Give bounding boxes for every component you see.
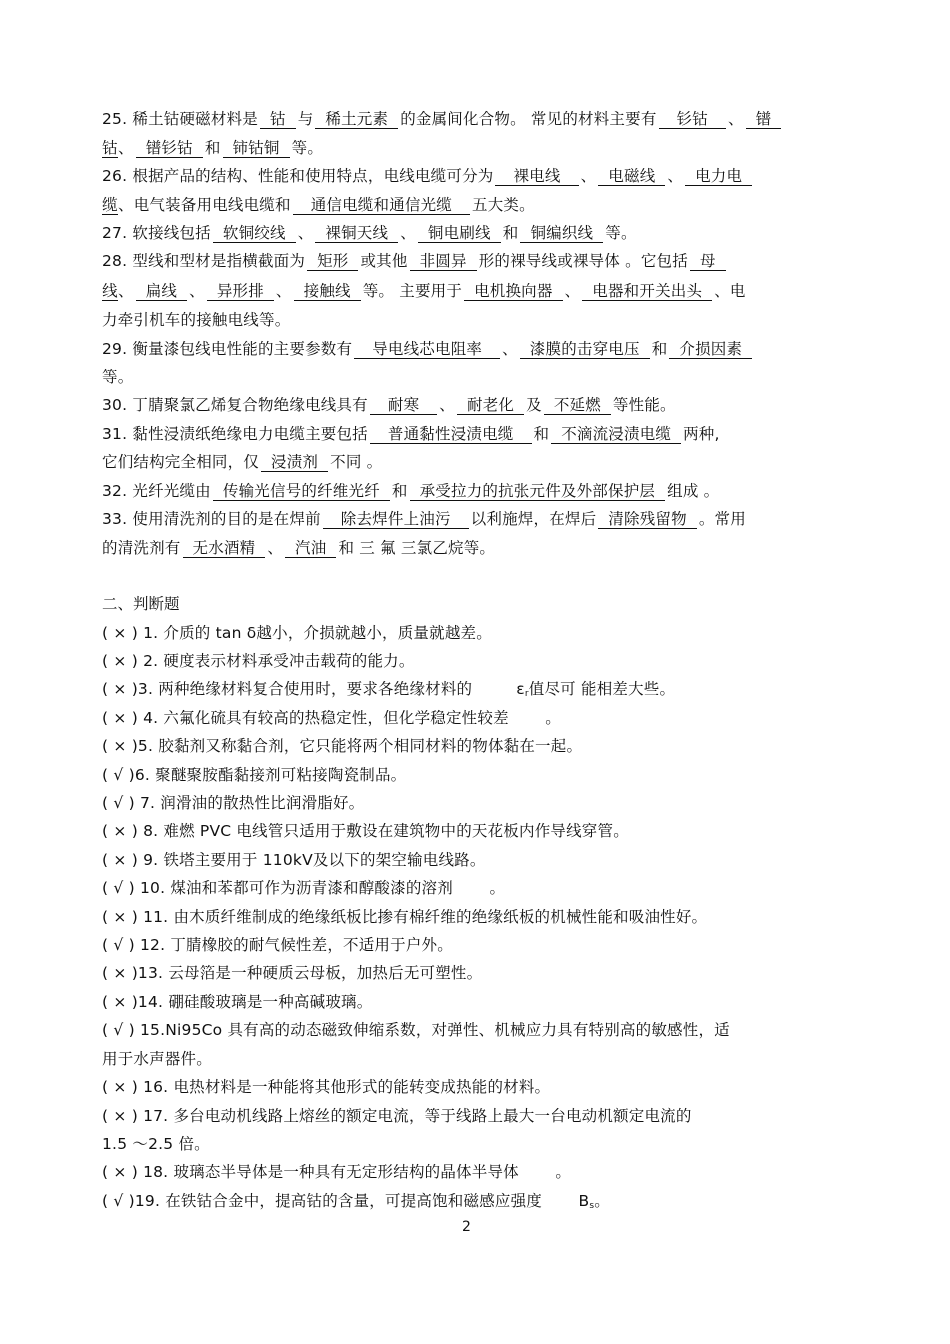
blank: 导电线芯电阻率 <box>354 341 500 359</box>
tf-item-11: ( × ) 11. 由木质纤维制成的绝缘纸板比掺有棉纤维的绝缘纸板的机械性能和吸油性好。 <box>102 908 708 926</box>
q30-line-1: 30. 丁腈聚氯乙烯复合物绝缘电线具有 耐寒 、 耐老化 及 不延燃 等性能。 <box>102 396 676 414</box>
q25-line-1: 25. 稀土钴硬磁材料是 钴 与 稀土元素 的金属间化合物。 常见的材料主要有 钐钴 、 镨 <box>102 109 842 129</box>
blank: 无水酒精 <box>183 540 266 558</box>
blank: 铈钴铜 <box>223 140 290 158</box>
tf-item-15-cont: 用于水声器件。 <box>102 1050 212 1068</box>
q25-line-2: 钴、 镨钐钴 和 铈钴铜 等。 <box>102 139 324 157</box>
tf-item-3: ( × )3. 两种绝缘材料复合使用时，要求各绝缘材料的 $\varepsilon_r$值尽可 能相差大些。 <box>102 680 676 699</box>
blank: 接触线 <box>294 283 361 301</box>
q26-line-1: 26. 根据产品的结构、性能和使用特点，电线电缆可分为 裸电线 、 电磁线 、 电力电 <box>102 166 842 186</box>
q28-line-3: 力牵引机车的接触电线等。 <box>102 311 291 329</box>
tf-item-12: ( √ ) 12. 丁腈橡胶的耐气候性差，不适用于户外。 <box>102 936 453 954</box>
blank: 电器和开关出头 <box>582 283 712 301</box>
blank: 异形排 <box>207 283 274 301</box>
q33-line-1: 33. 使用清洗剂的目的是在焊前 除去焊件上油污 以利施焊，在焊后 清除残留物 。常用 <box>102 510 746 528</box>
tf-item-18: ( × ) 18. 玻璃态半导体是一种具有无定形结构的晶体半导体 。 <box>102 1163 572 1181</box>
blank: 镨钐钴 <box>136 140 203 158</box>
q28-line-1: 28. 型线和型材是指横截面为 矩形 或其他 非圆异 形的裸导线或裸导体 。它包括 母 <box>102 251 842 271</box>
tf-item-17-cont: 1.5 ～2.5 倍。 <box>102 1135 210 1153</box>
q33-line-2: 的清洗剂有 无水酒精 、 汽油 和 三 氟 三氯乙烷等。 <box>102 539 496 557</box>
blank: 普通黏性浸渍电缆 <box>370 426 532 444</box>
q29-line-1: 29. 衡量漆包线电性能的主要参数有 导电线芯电阻率 、 漆膜的击穿电压 和 介损因素 <box>102 339 842 359</box>
tf-item-6: ( √ )6. 聚醚聚胺酯黏接剂可粘接陶瓷制品。 <box>102 766 407 784</box>
blank: 铜电刷线 <box>418 225 501 243</box>
tf-item-17: ( × ) 17. 多台电动机线路上熔丝的额定电流，等于线路上最大一台电动机额定电流的 <box>102 1107 692 1125</box>
tf-item-5: ( × )5. 胶黏剂又称黏合剂，它只能将两个相同材料的物体黏在一起。 <box>102 737 583 755</box>
blank: 钐钴 <box>659 111 726 129</box>
section-title: 二、判断题 <box>102 595 180 613</box>
tf-item-15: ( √ ) 15.Ni95Co 具有高的动态磁致伸缩系数，对弹性、机械应力具有特别高的敏感性，适 <box>102 1021 730 1039</box>
q32-line-1: 32. 光纤光缆由 传输光信号的纤维光纤 和 承受拉力的抗张元件及外部保护层 组成 。 <box>102 482 720 500</box>
blank: 汽油 <box>285 540 336 558</box>
tf-item-10: ( √ ) 10. 煤油和苯都可作为沥青漆和醇酸漆的溶剂 。 <box>102 879 506 897</box>
blank: 电力电 <box>685 168 752 186</box>
q29-line-2: 等。 <box>102 368 134 386</box>
blank: 传输光信号的纤维光纤 <box>213 483 390 501</box>
blank: 承受拉力的抗张元件及外部保护层 <box>410 483 666 501</box>
blank: 铜编织线 <box>520 225 603 243</box>
blank: 非圆异 <box>410 253 477 271</box>
page-number: 2 <box>462 1219 471 1235</box>
blank: 除去焊件上油污 <box>323 511 469 529</box>
tf-item-8: ( × ) 8. 难燃 PVC 电线管只适用于敷设在建筑物中的天花板内作导线穿管。 <box>102 822 629 840</box>
blank: 浸渍剂 <box>261 454 328 472</box>
q31-line-2: 它们结构完全相同，仅 浸渍剂 不同 。 <box>102 453 383 471</box>
q28-line-2: 线、 扁线 、 异形排 、 接触线 等。 主要用于 电机换向器 、 电器和开关出头 、电 <box>102 282 746 300</box>
tf-item-19: ( √ )19. 在铁钴合金中，提高钴的含量，可提高饱和磁感应强度 $B_s$。 <box>102 1192 610 1211</box>
blank: 软铜绞线 <box>213 225 296 243</box>
q31-line-1: 31. 黏性浸渍纸绝缘电力电缆主要包括 普通黏性浸渍电缆 和 不滴流浸渍电缆 两种, <box>102 425 720 443</box>
blank: 钴 <box>260 111 296 129</box>
blank: 漆膜的击穿电压 <box>520 341 650 359</box>
blank: 清除残留物 <box>598 511 697 529</box>
blank: 扁线 <box>136 283 187 301</box>
blank: 镨 <box>746 111 782 129</box>
q26-line-2: 缆、电气装备用电线电缆和 通信电缆和通信光缆 五大类。 <box>102 196 535 214</box>
blank: 电机换向器 <box>464 283 563 301</box>
blank: 通信电缆和通信光缆 <box>293 197 470 215</box>
tf-item-13: ( × )13. 云母箔是一种硬质云母板，加热后无可塑性。 <box>102 964 483 982</box>
blank: 钴 <box>102 139 118 157</box>
tf-item-1: ( × ) 1. 介质的 tan δ越小，介损就越小，质量就越差。 <box>102 624 492 642</box>
tf-item-14: ( × )14. 硼硅酸玻璃是一种高碱玻璃。 <box>102 993 373 1011</box>
tf-item-2: ( × ) 2. 硬度表示材料承受冲击载荷的能力。 <box>102 652 415 670</box>
blank: 矩形 <box>307 253 358 271</box>
blank: 介损因素 <box>669 341 752 359</box>
tf-item-7: ( √ ) 7. 润滑油的散热性比润滑脂好。 <box>102 794 365 812</box>
tf-item-9: ( × ) 9. 铁塔主要用于 110kV及以下的架空输电线路。 <box>102 851 486 869</box>
tf-item-4: ( × ) 4. 六氟化硫具有较高的热稳定性，但化学稳定性较差 。 <box>102 709 562 727</box>
tf-item-16: ( × ) 16. 电热材料是一种能将其他形式的能转变成热能的材料。 <box>102 1078 551 1096</box>
blank: 线 <box>102 282 118 300</box>
q27-line-1: 27. 软接线包括 软铜绞线 、 裸铜天线 、 铜电刷线 和 铜编织线 等。 <box>102 224 637 242</box>
blank: 不滴流浸渍电缆 <box>551 426 681 444</box>
blank: 缆 <box>102 196 118 214</box>
blank: 裸铜天线 <box>315 225 398 243</box>
blank: 耐寒 <box>370 397 437 415</box>
blank: 耐老化 <box>457 397 524 415</box>
blank: 电磁线 <box>598 168 665 186</box>
blank: 母 <box>690 253 726 271</box>
blank: 稀土元素 <box>315 111 398 129</box>
blank: 不延燃 <box>544 397 611 415</box>
blank: 裸电线 <box>495 168 578 186</box>
